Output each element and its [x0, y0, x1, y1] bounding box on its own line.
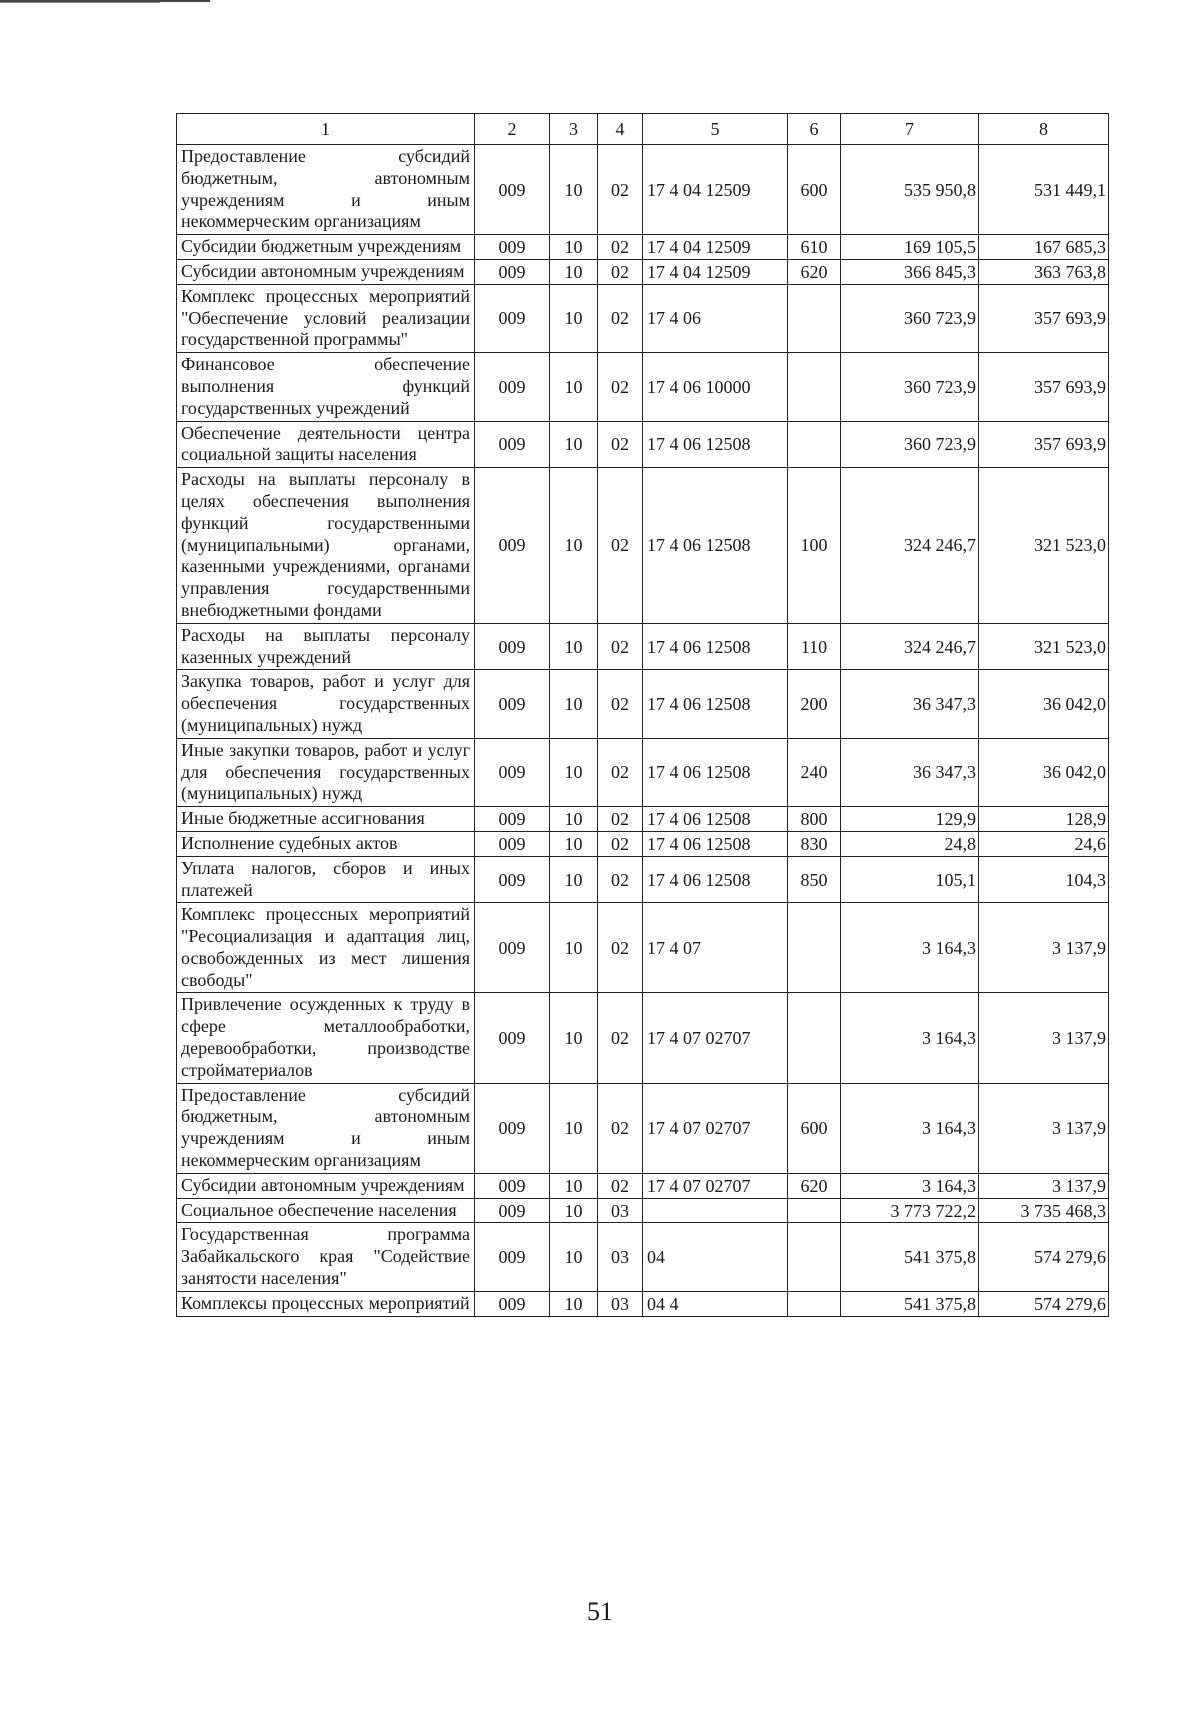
- row-target-article-cell: 04: [643, 1223, 788, 1291]
- row-admin-code-cell: 009: [475, 738, 550, 806]
- row-name-cell: Комплекс процессных мероприятий "Ресоциализация и адаптация лиц, освобожденных из мест лишения свободы": [177, 903, 475, 993]
- row-subsection-cell: 03: [598, 1223, 643, 1291]
- row-subsection-cell: 02: [598, 145, 643, 235]
- row-amount-col7-cell: 24,8: [841, 831, 979, 856]
- row-amount-col8-cell: 128,9: [979, 807, 1109, 832]
- table-row: [177, 284, 1109, 352]
- table-row: [177, 421, 1109, 468]
- row-subsection-cell: 02: [598, 623, 643, 670]
- table-row: [177, 1223, 1109, 1291]
- row-name-cell: Финансовое обеспечение выполнения функций государственных учреждений: [177, 353, 475, 421]
- table-row: [177, 670, 1109, 738]
- row-amount-col8-cell: 3 137,9: [979, 993, 1109, 1083]
- row-amount-col7-cell: 36 347,3: [841, 738, 979, 806]
- row-target-article-cell: 17 4 06 12508: [643, 421, 788, 468]
- row-admin-code-cell: 009: [475, 623, 550, 670]
- row-amount-col8-cell: 357 693,9: [979, 421, 1109, 468]
- row-subsection-cell: 02: [598, 807, 643, 832]
- row-section-cell: 10: [550, 903, 598, 993]
- row-name-cell: Исполнение судебных актов: [177, 831, 475, 856]
- table-row: [177, 1291, 1109, 1316]
- row-amount-col8-cell: 574 279,6: [979, 1223, 1109, 1291]
- header-cell-5: 5: [643, 114, 788, 145]
- row-subsection-cell: 02: [598, 284, 643, 352]
- row-amount-col7-cell: 3 164,3: [841, 1083, 979, 1173]
- row-name-cell: Закупка товаров, работ и услуг для обеспечения государственных (муниципальных) нужд: [177, 670, 475, 738]
- row-target-article-cell: 17 4 06 12508: [643, 856, 788, 903]
- row-amount-col8-cell: 104,3: [979, 856, 1109, 903]
- table-row: [177, 856, 1109, 903]
- row-subsection-cell: 02: [598, 831, 643, 856]
- row-target-article-cell: 17 4 07 02707: [643, 1173, 788, 1198]
- row-expense-type-cell: [788, 353, 841, 421]
- row-target-article-cell: 17 4 04 12509: [643, 145, 788, 235]
- table-row: [177, 738, 1109, 806]
- row-target-article-cell: 17 4 06 12508: [643, 623, 788, 670]
- row-amount-col7-cell: 169 105,5: [841, 235, 979, 260]
- row-section-cell: 10: [550, 421, 598, 468]
- table-row: [177, 993, 1109, 1083]
- row-amount-col7-cell: 3 164,3: [841, 1173, 979, 1198]
- row-admin-code-cell: 009: [475, 670, 550, 738]
- row-amount-col7-cell: 366 845,3: [841, 259, 979, 284]
- row-section-cell: 10: [550, 1198, 598, 1223]
- row-section-cell: 10: [550, 353, 598, 421]
- row-target-article-cell: 17 4 06 12508: [643, 807, 788, 832]
- row-name-cell: Социальное обеспечение населения: [177, 1198, 475, 1223]
- row-expense-type-cell: 620: [788, 1173, 841, 1198]
- row-name-cell: Уплата налогов, сборов и иных платежей: [177, 856, 475, 903]
- row-admin-code-cell: 009: [475, 1291, 550, 1316]
- header-cell-2: 2: [475, 114, 550, 145]
- page-number: 51: [587, 1597, 613, 1626]
- row-admin-code-cell: 009: [475, 856, 550, 903]
- row-expense-type-cell: 850: [788, 856, 841, 903]
- row-subsection-cell: 03: [598, 1198, 643, 1223]
- row-expense-type-cell: [788, 903, 841, 993]
- table-row: [177, 1173, 1109, 1198]
- row-section-cell: 10: [550, 1291, 598, 1316]
- row-admin-code-cell: 009: [475, 353, 550, 421]
- row-admin-code-cell: 009: [475, 421, 550, 468]
- row-name-cell: Расходы на выплаты персоналу казенных учреждений: [177, 623, 475, 670]
- row-name-cell: Комплекс процессных мероприятий "Обеспечение условий реализации государственной программы": [177, 284, 475, 352]
- table-row: [177, 259, 1109, 284]
- row-name-cell: Государственная программа Забайкальского края "Содействие занятости населения": [177, 1223, 475, 1291]
- table-row: [177, 903, 1109, 993]
- row-expense-type-cell: 100: [788, 468, 841, 624]
- row-expense-type-cell: 600: [788, 1083, 841, 1173]
- row-amount-col8-cell: 3 735 468,3: [979, 1198, 1109, 1223]
- row-admin-code-cell: 009: [475, 259, 550, 284]
- row-subsection-cell: 02: [598, 259, 643, 284]
- row-amount-col8-cell: 357 693,9: [979, 353, 1109, 421]
- row-section-cell: 10: [550, 1173, 598, 1198]
- row-name-cell: Иные бюджетные ассигнования: [177, 807, 475, 832]
- row-amount-col8-cell: 363 763,8: [979, 259, 1109, 284]
- row-target-article-cell: 17 4 06 12508: [643, 468, 788, 624]
- row-amount-col7-cell: 129,9: [841, 807, 979, 832]
- row-name-cell: Субсидии автономным учреждениям: [177, 259, 475, 284]
- table-row: [177, 807, 1109, 832]
- row-amount-col8-cell: 3 137,9: [979, 1173, 1109, 1198]
- row-target-article-cell: 04 4: [643, 1291, 788, 1316]
- row-subsection-cell: 02: [598, 856, 643, 903]
- row-target-article-cell: [643, 1198, 788, 1223]
- row-section-cell: 10: [550, 145, 598, 235]
- row-expense-type-cell: 620: [788, 259, 841, 284]
- row-expense-type-cell: 800: [788, 807, 841, 832]
- row-expense-type-cell: 600: [788, 145, 841, 235]
- row-subsection-cell: 02: [598, 468, 643, 624]
- row-target-article-cell: 17 4 06 12508: [643, 831, 788, 856]
- row-amount-col8-cell: 574 279,6: [979, 1291, 1109, 1316]
- row-amount-col7-cell: 360 723,9: [841, 284, 979, 352]
- row-expense-type-cell: 830: [788, 831, 841, 856]
- row-expense-type-cell: 240: [788, 738, 841, 806]
- row-expense-type-cell: [788, 421, 841, 468]
- row-admin-code-cell: 009: [475, 807, 550, 832]
- row-expense-type-cell: [788, 1198, 841, 1223]
- row-section-cell: 10: [550, 738, 598, 806]
- row-subsection-cell: 02: [598, 235, 643, 260]
- row-admin-code-cell: 009: [475, 1223, 550, 1291]
- table-row: [177, 1198, 1109, 1223]
- row-subsection-cell: 02: [598, 1173, 643, 1198]
- row-expense-type-cell: 610: [788, 235, 841, 260]
- header-cell-4: 4: [598, 114, 643, 145]
- row-target-article-cell: 17 4 07 02707: [643, 993, 788, 1083]
- row-section-cell: 10: [550, 284, 598, 352]
- row-target-article-cell: 17 4 06: [643, 284, 788, 352]
- row-admin-code-cell: 009: [475, 284, 550, 352]
- row-amount-col8-cell: 357 693,9: [979, 284, 1109, 352]
- row-target-article-cell: 17 4 04 12509: [643, 235, 788, 260]
- row-name-cell: Привлечение осужденных к труду в сфере металлообработки, деревообработки, производстве стройматериалов: [177, 993, 475, 1083]
- scan-edge-line-secondary: [0, 2, 160, 3]
- row-expense-type-cell: [788, 284, 841, 352]
- budget-table: [176, 113, 1109, 1317]
- budget-table-container: [176, 113, 1108, 1317]
- row-amount-col7-cell: 324 246,7: [841, 623, 979, 670]
- row-amount-col8-cell: 531 449,1: [979, 145, 1109, 235]
- row-target-article-cell: 17 4 04 12509: [643, 259, 788, 284]
- table-row: [177, 353, 1109, 421]
- row-admin-code-cell: 009: [475, 235, 550, 260]
- row-subsection-cell: 02: [598, 670, 643, 738]
- row-expense-type-cell: 110: [788, 623, 841, 670]
- row-section-cell: 10: [550, 831, 598, 856]
- header-cell-8: 8: [979, 114, 1109, 145]
- row-amount-col8-cell: 3 137,9: [979, 903, 1109, 993]
- row-name-cell: Расходы на выплаты персоналу в целях обеспечения выполнения функций государственными (муниципальными) органами, казенными учреждениями, органами управления государственными внебюджетными фондами: [177, 468, 475, 624]
- header-cell-7: 7: [841, 114, 979, 145]
- row-amount-col7-cell: 535 950,8: [841, 145, 979, 235]
- row-section-cell: 10: [550, 993, 598, 1083]
- row-subsection-cell: 02: [598, 353, 643, 421]
- row-amount-col7-cell: 360 723,9: [841, 421, 979, 468]
- row-amount-col7-cell: 36 347,3: [841, 670, 979, 738]
- row-target-article-cell: 17 4 06 12508: [643, 738, 788, 806]
- row-subsection-cell: 02: [598, 903, 643, 993]
- table-row: [177, 145, 1109, 235]
- row-subsection-cell: 02: [598, 1083, 643, 1173]
- row-subsection-cell: 03: [598, 1291, 643, 1316]
- row-expense-type-cell: [788, 1291, 841, 1316]
- row-section-cell: 10: [550, 670, 598, 738]
- row-target-article-cell: 17 4 06 10000: [643, 353, 788, 421]
- row-amount-col7-cell: 541 375,8: [841, 1291, 979, 1316]
- row-section-cell: 10: [550, 1083, 598, 1173]
- row-section-cell: 10: [550, 468, 598, 624]
- row-section-cell: 10: [550, 856, 598, 903]
- row-amount-col8-cell: 3 137,9: [979, 1083, 1109, 1173]
- row-amount-col7-cell: 3 773 722,2: [841, 1198, 979, 1223]
- row-amount-col8-cell: 24,6: [979, 831, 1109, 856]
- row-admin-code-cell: 009: [475, 1083, 550, 1173]
- row-amount-col8-cell: 167 685,3: [979, 235, 1109, 260]
- row-name-cell: Комплексы процессных мероприятий: [177, 1291, 475, 1316]
- row-name-cell: Обеспечение деятельности центра социальной защиты населения: [177, 421, 475, 468]
- row-admin-code-cell: 009: [475, 1198, 550, 1223]
- row-amount-col7-cell: 105,1: [841, 856, 979, 903]
- row-section-cell: 10: [550, 807, 598, 832]
- header-cell-3: 3: [550, 114, 598, 145]
- row-section-cell: 10: [550, 623, 598, 670]
- row-name-cell: Субсидии автономным учреждениям: [177, 1173, 475, 1198]
- row-name-cell: Иные закупки товаров, работ и услуг для обеспечения государственных (муниципальных) нужд: [177, 738, 475, 806]
- row-target-article-cell: 17 4 07: [643, 903, 788, 993]
- table-row: [177, 235, 1109, 260]
- row-admin-code-cell: 009: [475, 903, 550, 993]
- row-subsection-cell: 02: [598, 421, 643, 468]
- row-name-cell: Субсидии бюджетным учреждениям: [177, 235, 475, 260]
- row-subsection-cell: 02: [598, 993, 643, 1083]
- row-amount-col8-cell: 36 042,0: [979, 670, 1109, 738]
- row-subsection-cell: 02: [598, 738, 643, 806]
- table-row: [177, 468, 1109, 624]
- row-name-cell: Предоставление субсидий бюджетным, автономным учреждениям и иным некоммерческим организациям: [177, 1083, 475, 1173]
- row-section-cell: 10: [550, 259, 598, 284]
- row-amount-col8-cell: 321 523,0: [979, 468, 1109, 624]
- header-cell-1: 1: [177, 114, 475, 145]
- row-admin-code-cell: 009: [475, 831, 550, 856]
- row-expense-type-cell: [788, 993, 841, 1083]
- row-section-cell: 10: [550, 235, 598, 260]
- table-row: [177, 831, 1109, 856]
- header-cell-6: 6: [788, 114, 841, 145]
- row-amount-col7-cell: 324 246,7: [841, 468, 979, 624]
- table-row: [177, 1083, 1109, 1173]
- row-expense-type-cell: 200: [788, 670, 841, 738]
- row-amount-col8-cell: 321 523,0: [979, 623, 1109, 670]
- row-amount-col7-cell: 3 164,3: [841, 993, 979, 1083]
- row-admin-code-cell: 009: [475, 145, 550, 235]
- table-body: [177, 145, 1109, 1317]
- row-amount-col7-cell: 541 375,8: [841, 1223, 979, 1291]
- row-admin-code-cell: 009: [475, 993, 550, 1083]
- row-admin-code-cell: 009: [475, 468, 550, 624]
- row-name-cell: Предоставление субсидий бюджетным, автономным учреждениям и иным некоммерческим организациям: [177, 145, 475, 235]
- row-expense-type-cell: [788, 1223, 841, 1291]
- row-amount-col7-cell: 360 723,9: [841, 353, 979, 421]
- row-target-article-cell: 17 4 07 02707: [643, 1083, 788, 1173]
- row-section-cell: 10: [550, 1223, 598, 1291]
- header-row: [177, 114, 1109, 145]
- row-amount-col8-cell: 36 042,0: [979, 738, 1109, 806]
- row-target-article-cell: 17 4 06 12508: [643, 670, 788, 738]
- row-amount-col7-cell: 3 164,3: [841, 903, 979, 993]
- row-admin-code-cell: 009: [475, 1173, 550, 1198]
- table-row: [177, 623, 1109, 670]
